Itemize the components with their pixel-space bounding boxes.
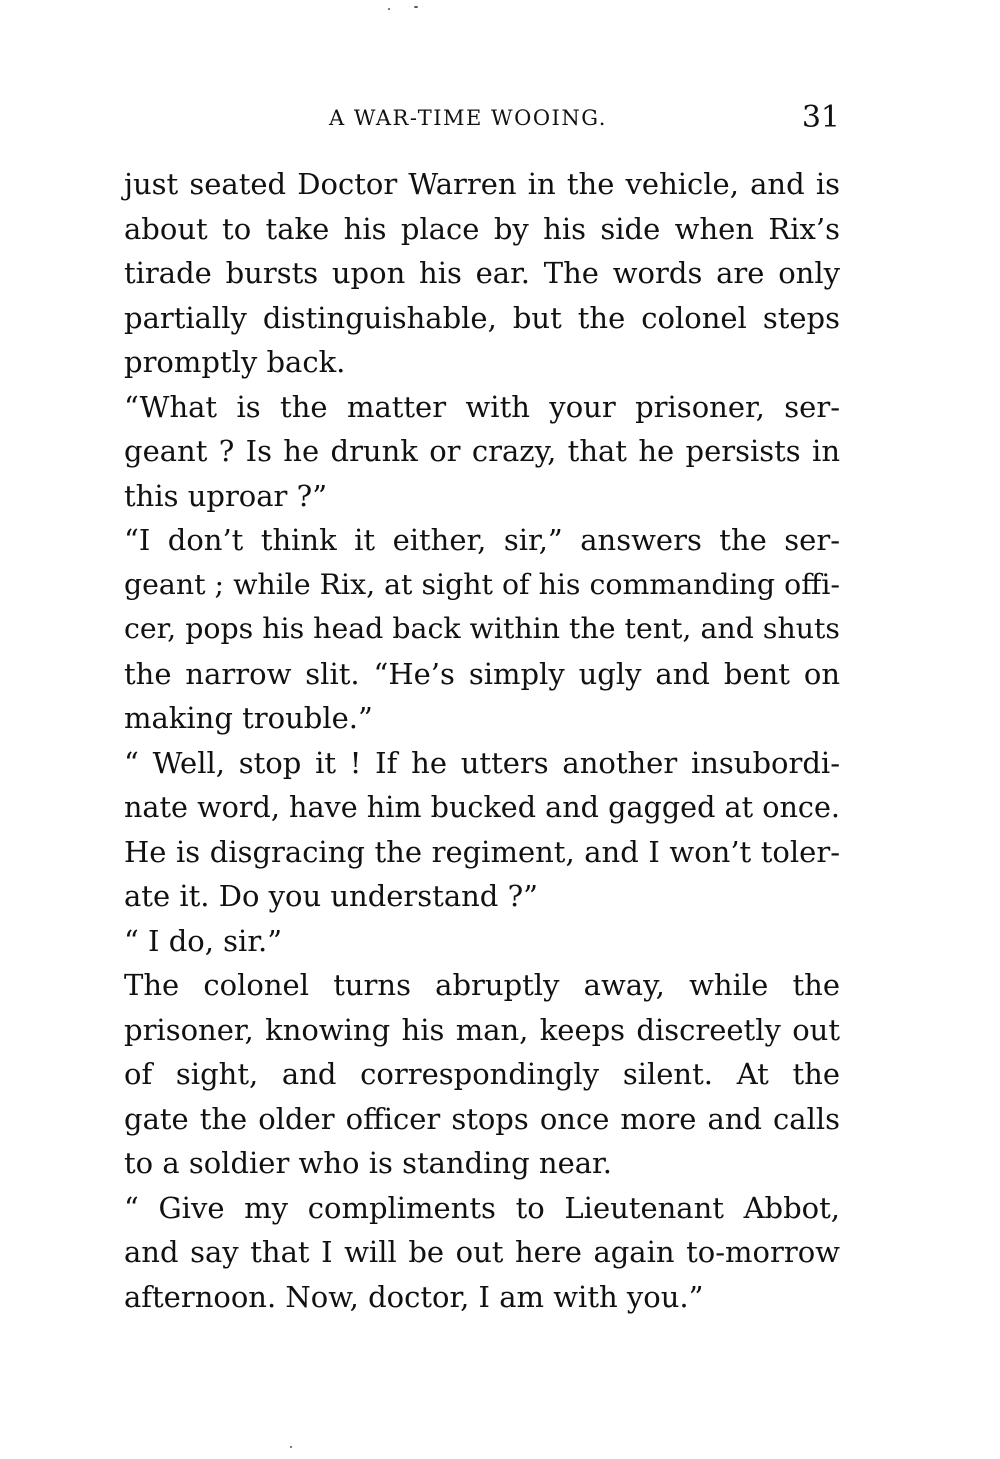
text-line: and say that I will be out here again to-morrow — [124, 1235, 840, 1269]
text-line: “I don’t think it either, sir,” answers the ser- — [124, 523, 840, 557]
running-title: A WAR-TIME WOOING. — [329, 106, 607, 130]
text-line: geant ; while Rix, at sight of his commanding offi- — [124, 567, 840, 601]
text-line: this uproar ?” — [124, 478, 328, 513]
text-line: tirade bursts upon his ear. The words are only — [124, 256, 840, 290]
body-text — [124, 162, 840, 1319]
text-line: “ Well, stop it ! If he utters another insubordi- — [124, 745, 840, 780]
text-line: geant ? Is he drunk or crazy, that he persists in — [124, 434, 840, 468]
text-line: ate it. Do you understand ?” — [124, 879, 538, 913]
text-line: “ I do, sir.” — [124, 923, 283, 958]
text-line: cer, pops his head back within the tent, and shuts — [124, 612, 840, 645]
text-line: He is disgracing the regiment, and I won’t toler- — [124, 834, 840, 869]
page-number: 31 — [801, 100, 840, 135]
text-line: gate the older officer stops once more and calls — [124, 1101, 840, 1136]
page-header — [124, 100, 840, 140]
text-line: about to take his place by his side when Rix’s — [124, 211, 840, 246]
text-line: partially distinguishable, but the colonel steps — [124, 300, 840, 335]
print-speck — [414, 6, 418, 8]
text-line: promptly back. — [124, 345, 346, 379]
text-line: of sight, and correspondingly silent. At the — [124, 1057, 840, 1091]
text-line: “What is the matter with your prisoner, ser- — [124, 389, 840, 424]
text-line: prisoner, knowing his man, keeps discreetly out — [124, 1012, 840, 1047]
text-line: The colonel turns abruptly away, while the — [124, 968, 840, 1002]
text-line: “ Give my compliments to Lieutenant Abbot, — [124, 1190, 840, 1225]
text-line: nate word, have him bucked and gagged at once. — [124, 790, 840, 824]
text-line: the narrow slit. “He’s simply ugly and bent on — [124, 656, 840, 691]
text-line: afternoon. Now, doctor, I am with you.” — [124, 1279, 704, 1314]
text-line: to a soldier who is standing near. — [124, 1146, 612, 1180]
text-line: making trouble.” — [124, 701, 373, 735]
print-speck — [388, 8, 390, 10]
print-speck — [290, 1446, 292, 1448]
text-line: just seated Doctor Warren in the vehicle, and is — [124, 167, 840, 201]
